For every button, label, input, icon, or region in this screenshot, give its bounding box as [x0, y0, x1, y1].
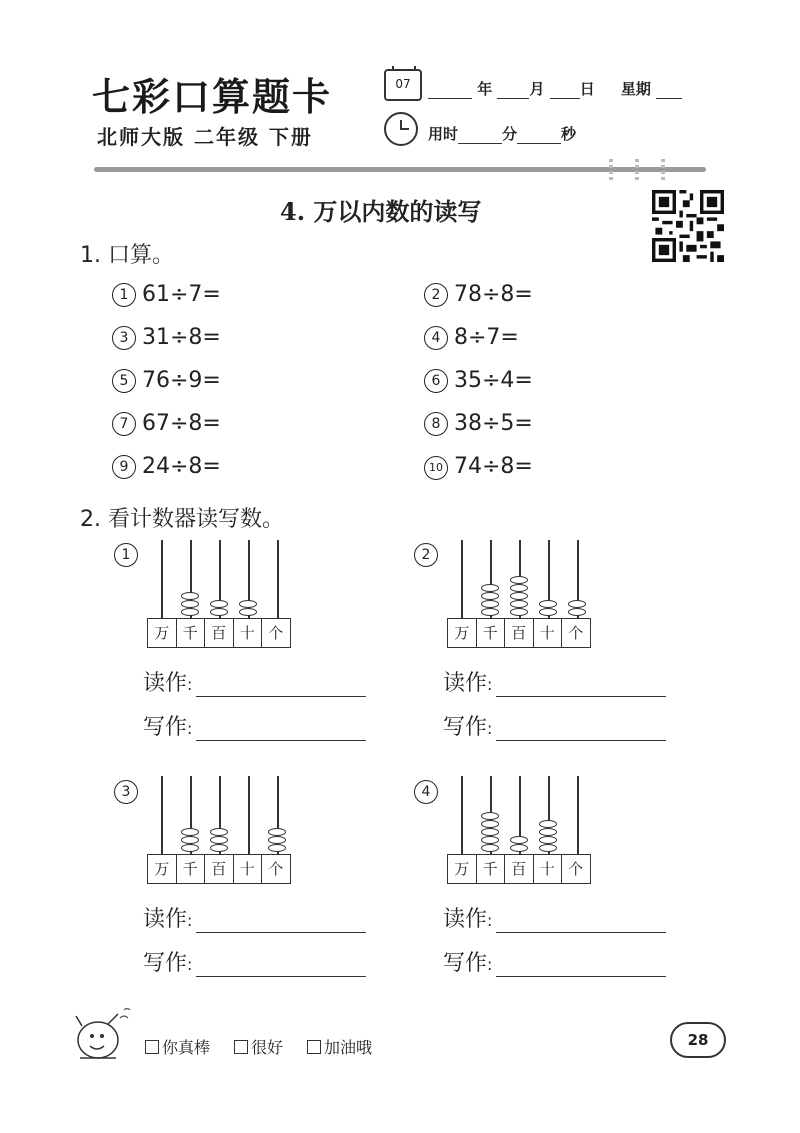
- place-value-row: [447, 618, 591, 648]
- abacus-bead: [510, 592, 528, 600]
- divider-tick: [609, 159, 613, 181]
- problem-5: [112, 368, 221, 393]
- abacus-bead: [510, 600, 528, 608]
- colon: :: [187, 955, 193, 974]
- rating-option-3[interactable]: [307, 1035, 372, 1058]
- checkbox-icon[interactable]: [234, 1040, 248, 1054]
- abacus-bead: [268, 828, 286, 836]
- read-answer-line[interactable]: [496, 914, 666, 933]
- abacus-bead: [481, 584, 499, 592]
- read-answer-4: [443, 902, 666, 933]
- read-label: 读作: [443, 907, 488, 932]
- year-label: 年: [477, 80, 493, 98]
- colon: :: [187, 719, 193, 738]
- read-answer-line[interactable]: [496, 678, 666, 697]
- abacus-rod: [161, 776, 163, 854]
- write-answer-line[interactable]: [196, 958, 366, 977]
- colon: :: [487, 675, 493, 694]
- place-label: 十: [234, 619, 263, 647]
- problem-9: [112, 454, 221, 479]
- place-label: 万: [448, 619, 477, 647]
- abacus-bead: [510, 584, 528, 592]
- abacus-bead: [539, 844, 557, 852]
- abacus-bead: [210, 600, 228, 608]
- abacus-bead: [481, 836, 499, 844]
- read-answer-line[interactable]: [196, 678, 366, 697]
- divider-tick: [635, 159, 639, 181]
- abacus-bead: [181, 828, 199, 836]
- page-title: 4. 万以内数的读写: [280, 197, 482, 226]
- abacus-bead: [210, 844, 228, 852]
- abacus-number: 2: [414, 543, 438, 567]
- write-answer-line[interactable]: [496, 958, 666, 977]
- problem-number: 8: [424, 412, 448, 436]
- section1-heading: 1. 口算。: [80, 243, 174, 268]
- second-label: 秒: [561, 125, 577, 143]
- problem-expression: 61÷7=: [142, 282, 221, 307]
- day-label: 日: [579, 80, 595, 98]
- problem-expression: 67÷8=: [142, 411, 221, 436]
- problem-1: [112, 282, 221, 307]
- problem-number: 5: [112, 369, 136, 393]
- problem-number: 7: [112, 412, 136, 436]
- problem-number: 4: [424, 326, 448, 350]
- problem-expression: 74÷8=: [454, 454, 533, 479]
- abacus-bead: [481, 820, 499, 828]
- time-used-label: 用时: [428, 125, 459, 143]
- problem-2: [424, 282, 533, 307]
- write-label: 写作: [143, 951, 188, 976]
- problem-expression: 31÷8=: [142, 325, 221, 350]
- rating-option-2[interactable]: [234, 1035, 283, 1058]
- abacus-bead: [481, 592, 499, 600]
- abacus-4: [447, 776, 595, 886]
- place-label: 百: [505, 619, 534, 647]
- place-value-row: [147, 618, 291, 648]
- second-blank[interactable]: [517, 129, 561, 144]
- week-blank[interactable]: [656, 84, 682, 99]
- problem-expression: 78÷8=: [454, 282, 533, 307]
- write-answer-line[interactable]: [196, 722, 366, 741]
- abacus-bead: [510, 844, 528, 852]
- problem-number: 2: [424, 283, 448, 307]
- read-label: 读作: [143, 671, 188, 696]
- section2-heading: 2. 看计数器读写数。: [80, 507, 284, 532]
- abacus-bead: [481, 608, 499, 616]
- abacus-bead: [539, 836, 557, 844]
- place-label: 万: [148, 855, 177, 883]
- place-label: 十: [234, 855, 263, 883]
- write-answer-line[interactable]: [496, 722, 666, 741]
- place-label: 万: [448, 855, 477, 883]
- abacus-bead: [539, 828, 557, 836]
- colon: :: [487, 719, 493, 738]
- read-label: 读作: [443, 671, 488, 696]
- problem-expression: 35÷4=: [454, 368, 533, 393]
- month-blank[interactable]: [497, 84, 529, 99]
- abacus-rod: [461, 776, 463, 854]
- problem-number: 9: [112, 455, 136, 479]
- abacus-rod: [277, 540, 279, 618]
- abacus-bead: [481, 600, 499, 608]
- abacus-rod: [577, 776, 579, 854]
- problem-number: 10: [424, 456, 448, 480]
- rating-label: 加油哦: [324, 1038, 373, 1057]
- place-label: 个: [268, 624, 284, 642]
- colon: :: [187, 911, 193, 930]
- problem-number: 3: [112, 326, 136, 350]
- abacus-bead: [568, 608, 586, 616]
- read-answer-2: [443, 666, 666, 697]
- place-label: 百: [505, 855, 534, 883]
- abacus-bead: [481, 828, 499, 836]
- abacus-bead: [181, 844, 199, 852]
- checkbox-icon[interactable]: [307, 1040, 321, 1054]
- place-label: 千: [477, 619, 506, 647]
- abacus-rod: [161, 540, 163, 618]
- problem-3: [112, 325, 221, 350]
- problem-10: [424, 454, 533, 480]
- abacus-bead: [539, 820, 557, 828]
- abacus-3: [147, 776, 295, 886]
- rating-label: 很好: [251, 1038, 284, 1057]
- abacus-bead: [481, 812, 499, 820]
- place-label: 个: [568, 624, 584, 642]
- problem-expression: 38÷5=: [454, 411, 533, 436]
- place-label: 百: [205, 619, 234, 647]
- minute-blank[interactable]: [458, 129, 502, 144]
- place-label: 万: [148, 619, 177, 647]
- place-label: 个: [268, 860, 284, 878]
- place-value-row: [447, 854, 591, 884]
- rating-option-1[interactable]: [145, 1035, 210, 1058]
- problem-number: 6: [424, 369, 448, 393]
- mascot-icon: [68, 1006, 138, 1066]
- abacus-bead: [510, 836, 528, 844]
- abacus-bead: [539, 608, 557, 616]
- abacus-bead: [539, 600, 557, 608]
- abacus-bead: [510, 608, 528, 616]
- place-value-row: [147, 854, 291, 884]
- colon: :: [487, 955, 493, 974]
- abacus-bead: [239, 608, 257, 616]
- abacus-rod: [248, 776, 250, 854]
- calendar-icon: [384, 69, 422, 101]
- abacus-bead: [239, 600, 257, 608]
- place-label: 千: [477, 855, 506, 883]
- minute-label: 分: [502, 125, 518, 143]
- read-answer-1: [143, 666, 366, 697]
- problem-expression: 76÷9=: [142, 368, 221, 393]
- rating-label: 你真棒: [162, 1038, 211, 1057]
- problem-6: [424, 368, 533, 393]
- month-label: 月: [529, 80, 545, 98]
- calendar-icon-text: 07: [395, 77, 411, 91]
- place-label: 十: [534, 855, 563, 883]
- abacus-bead: [481, 844, 499, 852]
- abacus-bead: [210, 828, 228, 836]
- place-label: 个: [568, 860, 584, 878]
- place-label: 千: [177, 855, 206, 883]
- problem-8: [424, 411, 533, 436]
- year-blank[interactable]: [428, 84, 472, 99]
- problem-number: 1: [112, 283, 136, 307]
- abacus-number: 4: [414, 780, 438, 804]
- edition-label: 北师大版 二年级 下册: [97, 125, 313, 149]
- place-label: 十: [534, 619, 563, 647]
- abacus-bead: [510, 576, 528, 584]
- divider-tick: [661, 159, 665, 181]
- abacus-rod: [461, 540, 463, 618]
- abacus-bead: [268, 836, 286, 844]
- abacus-bead: [181, 600, 199, 608]
- place-label: 千: [177, 619, 206, 647]
- abacus-bead: [181, 836, 199, 844]
- read-answer-3: [143, 902, 366, 933]
- clock-icon: [384, 112, 418, 146]
- time-line: [428, 123, 576, 144]
- abacus-bead: [181, 608, 199, 616]
- abacus-bead: [210, 836, 228, 844]
- abacus-bead: [268, 844, 286, 852]
- problem-expression: 24÷8=: [142, 454, 221, 479]
- write-answer-4: [443, 946, 666, 977]
- brand-title: 七彩口算题卡: [92, 74, 333, 119]
- day-blank[interactable]: [550, 84, 580, 99]
- read-label: 读作: [143, 907, 188, 932]
- header-divider: [94, 167, 706, 172]
- problem-7: [112, 411, 221, 436]
- abacus-number: 3: [114, 780, 138, 804]
- read-answer-line[interactable]: [196, 914, 366, 933]
- write-label: 写作: [143, 715, 188, 740]
- write-answer-3: [143, 946, 366, 977]
- abacus-bead: [568, 600, 586, 608]
- checkbox-icon[interactable]: [145, 1040, 159, 1054]
- abacus-bead: [181, 592, 199, 600]
- problem-4: [424, 325, 519, 350]
- abacus-1: [147, 540, 295, 650]
- abacus-bead: [210, 608, 228, 616]
- qr-code-icon: [652, 190, 724, 262]
- page-number: 28: [670, 1022, 726, 1058]
- abacus-number: 1: [114, 543, 138, 567]
- write-label: 写作: [443, 951, 488, 976]
- colon: :: [187, 675, 193, 694]
- problem-expression: 8÷7=: [454, 325, 519, 350]
- week-label: 星期: [620, 80, 651, 98]
- place-label: 百: [205, 855, 234, 883]
- write-answer-1: [143, 710, 366, 741]
- write-answer-2: [443, 710, 666, 741]
- abacus-2: [447, 540, 595, 650]
- date-line: [428, 78, 682, 99]
- colon: :: [487, 911, 493, 930]
- write-label: 写作: [443, 715, 488, 740]
